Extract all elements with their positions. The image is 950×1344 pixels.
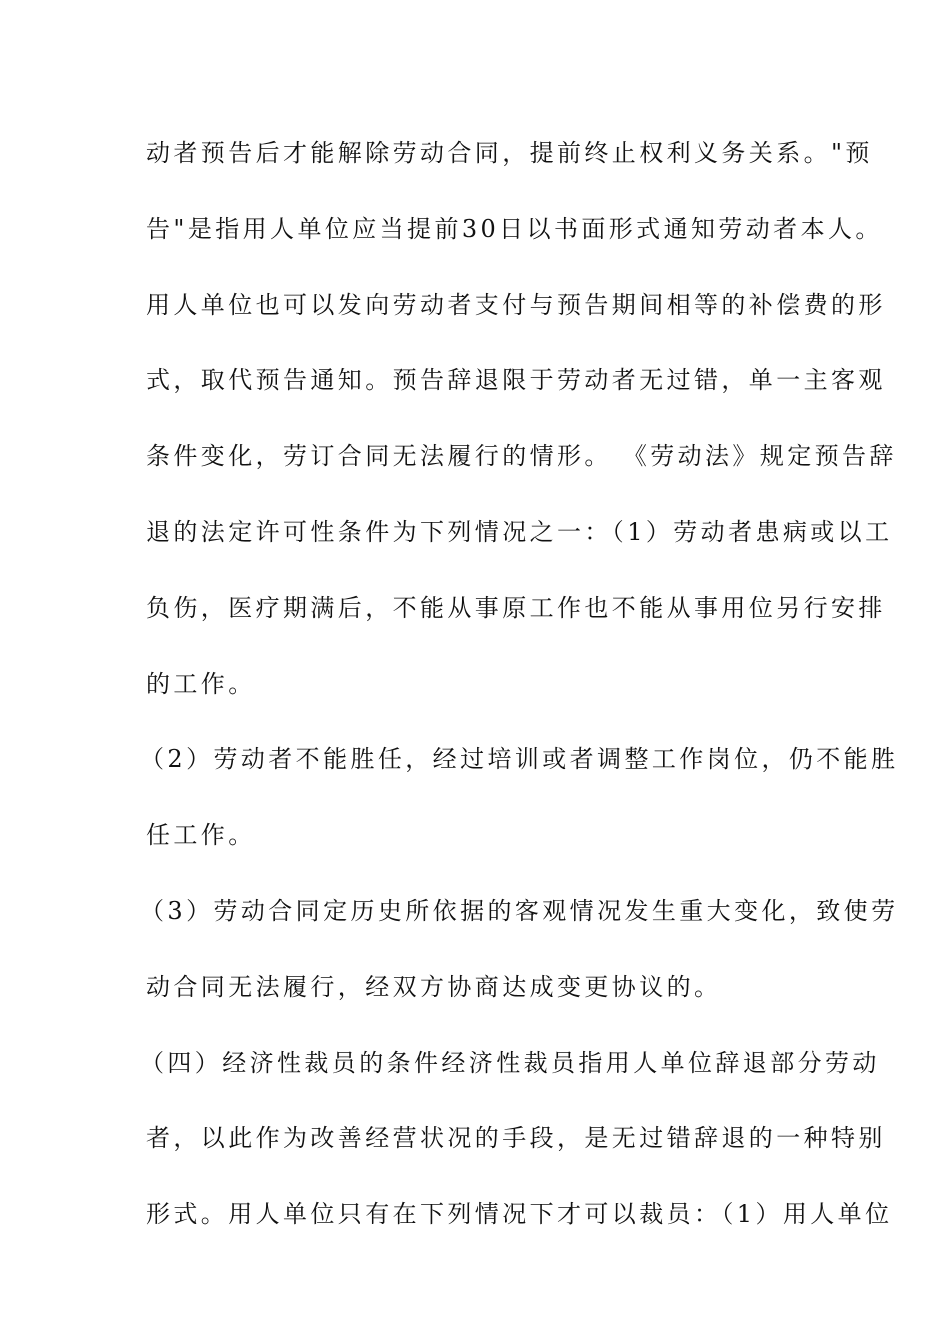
text-line: 动合同无法履行，经双方协商达成变更协议的。	[146, 972, 722, 1001]
text-line: 用人单位也可以发向劳动者支付与预告期间相等的补偿费的形	[146, 290, 886, 319]
text-line: 条件变化，劳订合同无法履行的情形。 《劳动法》规定预告辞	[146, 442, 897, 471]
text-line: 动者预告后才能解除劳动合同，提前终止权利义务关系。"预	[146, 139, 873, 167]
text-line: （3）劳动合同定历史所依据的客观情况发生重大变化，致使劳	[140, 896, 899, 925]
text-line: （2）劳动者不能胜任，经过培训或者调整工作岗位，仍不能胜	[140, 745, 899, 774]
body-text	[140, 132, 899, 1269]
text-line: 者，以此作为改善经营状况的手段，是无过错辞退的一种特别	[146, 1124, 886, 1153]
text-line: （四）经济性裁员的条件经济性裁员指用人单位辞退部分劳动	[140, 1048, 880, 1077]
text-line: 退的法定许可性条件为下列情况之一：（1）劳动者患病或以工	[146, 517, 893, 546]
text-line: 的工作。	[146, 669, 256, 698]
text-line: 式，取代预告通知。预告辞退限于劳动者无过错，单一主客观	[146, 366, 886, 395]
text-line: 任工作。	[146, 821, 256, 850]
text-line: 告"是指用人单位应当提前30日以书面形式通知劳动者本人。	[146, 214, 883, 243]
text-line: 负伤，医疗期满后，不能从事原工作也不能从事用位另行安排	[146, 593, 886, 622]
text-line: 形式。用人单位只有在下列情况下才可以裁员：（1）用人单位	[146, 1200, 893, 1229]
